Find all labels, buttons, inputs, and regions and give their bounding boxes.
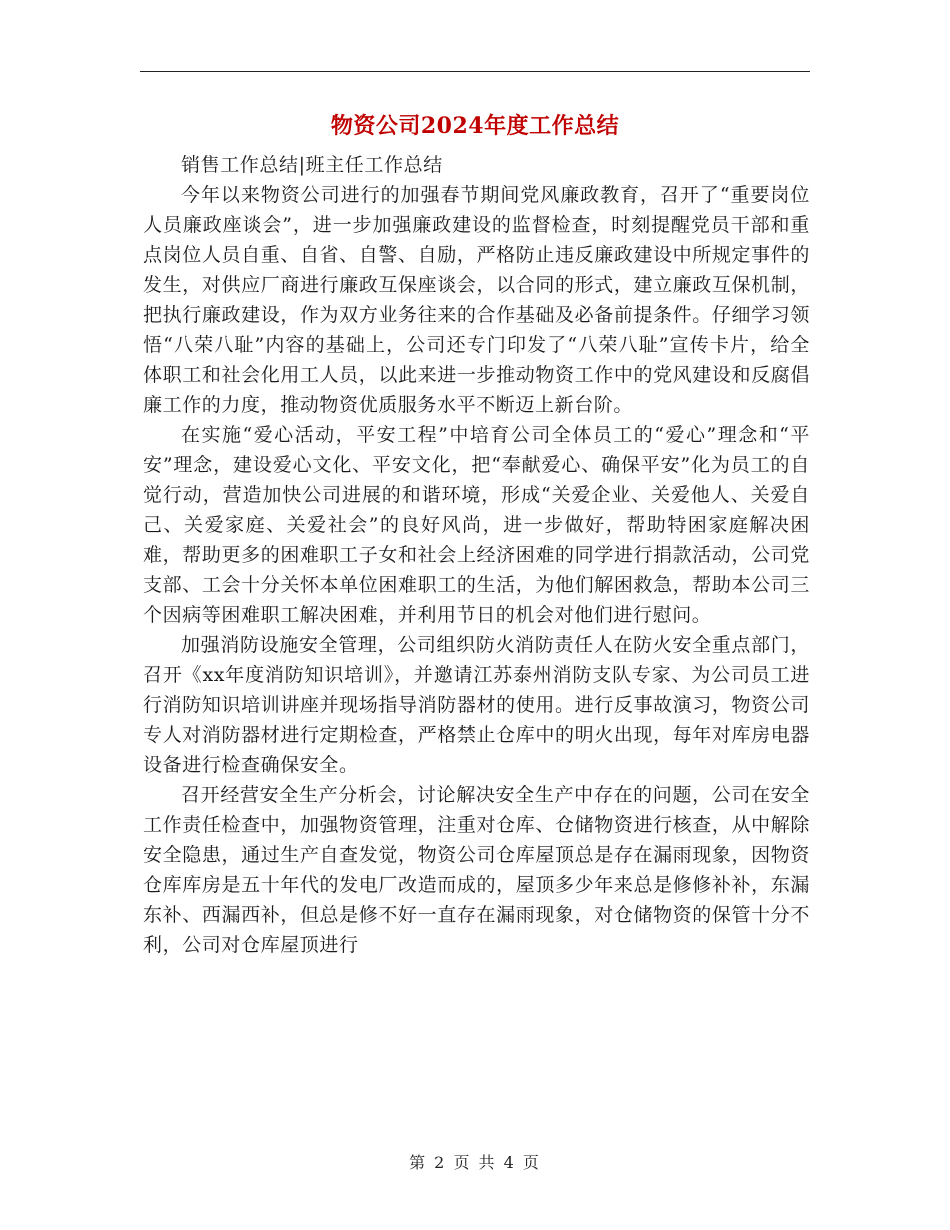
related-links-line: 销售工作总结|班主任工作总结 bbox=[181, 154, 443, 176]
paragraph-production-safety: 召开经营安全生产分析会，讨论解决安全生产中存在的问题，公司在安全工作责任检查中，加强物资管理，注重对仓库、仓储物资进行核查，从中解除安全隐患，通过生产自查发觉，物资公司仓库屋顶总是存在漏雨现象，因物资仓库库房是五十年代的发电厂改造而成的，屋顶多少年来总是修修补补，东漏东补、西漏西补，但总是修不好一直存在漏雨现象，对仓储物资的保管十分不利，公司对仓库屋顶进行 bbox=[143, 784, 810, 956]
page-number: 第 2 页 共 4 页 bbox=[409, 1153, 541, 1172]
paragraph-caring-safety: 在实施“爱心活动，平安工程”中培育公司全体员工的“爱心”理念和“平安”理念，建设爱心文化、平安文化，把“奉献爱心、确保平安”化为员工的自觉行动，营造加快公司进展的和谐环境，形成“关爱企业、关爱他人、关爱自己、关爱家庭、关爱社会”的良好风尚，进一步做好，帮助特困家庭解决困难，帮助更多的困难职工子女和社会上经济困难的同学进行捐款活动，公司党支部、工会十分关怀本单位困难职工的生活，为他们解困救急，帮助本公司三个因病等困难职工解决困难，并利用节日的机会对他们进行慰问。 bbox=[143, 424, 810, 626]
document-body bbox=[143, 150, 810, 960]
paragraph-fire-safety: 加强消防设施安全管理，公司组织防火消防责任人在防火安全重点部门，召开《xx年度消防知识培训》，并邀请江苏泰州消防支队专家、为公司员工进行消防知识培训讲座并现场指导消防器材的使用。进行反事故演习，物资公司专人对消防器材进行定期检查，严格禁止仓库中的明火出现，每年对库房电器设备进行检查确保安全。 bbox=[143, 634, 810, 776]
paragraph-integrity-education: 今年以来物资公司进行的加强春节期间党风廉政教育，召开了“重要岗位人员廉政座谈会”，进一步加强廉政建设的监督检查，时刻提醒党员干部和重点岗位人员自重、自省、自警、自励，严格防止违反廉政建设中所规定事件的发生，对供应厂商进行廉政互保座谈会，以合同的形式，建立廉政互保机制，把执行廉政建设，作为双方业务往来的合作基础及必备前提条件。仔细学习领悟“八荣八耻”内容的基础上，公司还专门印发了“八荣八耻”宣传卡片，给全体职工和社会化用工人员，以此来进一步推动物资工作中的党风建设和反腐倡廉工作的力度，推动物资优质服务水平不断迈上新台阶。 bbox=[143, 184, 810, 416]
document-title: 物资公司2024年度工作总结 bbox=[330, 113, 620, 139]
header-rule bbox=[140, 71, 810, 72]
